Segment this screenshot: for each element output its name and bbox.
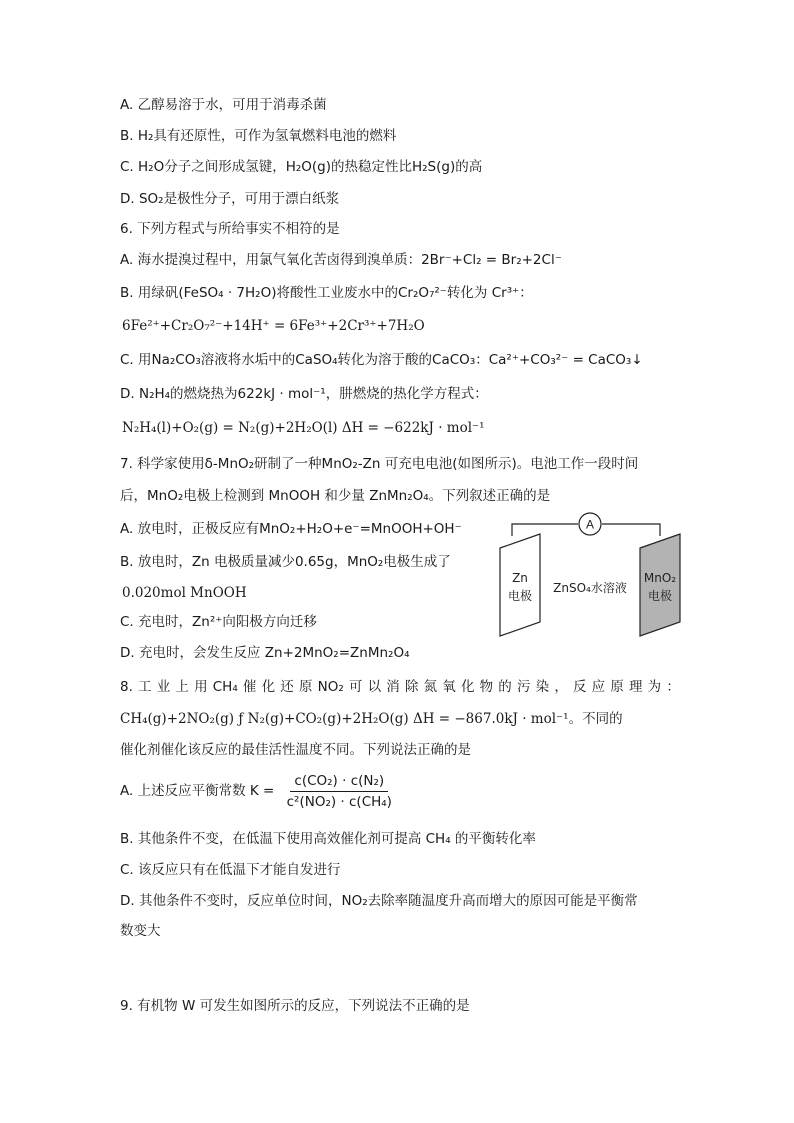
q8-stem-line1	[120, 677, 680, 697]
battery-diagram-svg	[492, 508, 692, 648]
q8-stem-line1-char: 反	[572, 679, 587, 695]
q8-stem-line1-char: ，	[554, 679, 568, 695]
q7-option-b-line2: 0.020mol MnOOH	[122, 585, 247, 601]
q8-stem-line1-char: 上	[175, 679, 189, 695]
q8-stem-line2: CH₄(g)+2NO₂(g) ƒ N₂(g)+CO₂(g)+2H₂O(g) ΔH = −867.0kJ · mol⁻¹。不同的	[120, 711, 623, 727]
q8-option-c: C. 该反应只有在低温下才能自发进行	[120, 862, 341, 878]
q6-option-d: D. N₂H₄的燃烧热为622kJ · mol⁻¹，肼燃烧的热化学方程式：	[120, 386, 488, 402]
q5-option-a: A. 乙醇易溶于水，可用于消毒杀菌	[120, 97, 327, 113]
q8-option-b: B. 其他条件不变，在低温下使用高效催化剂可提高 CH₄ 的平衡转化率	[120, 831, 536, 847]
mno2-electrode-label: MnO₂	[643, 571, 677, 585]
q8-stem-line1-char: CH₄	[212, 679, 238, 695]
q8-option-a	[120, 770, 396, 812]
q8-stem-line1-char: 消	[386, 679, 400, 695]
zn-electrode	[500, 534, 540, 636]
q8-stem-line1-char: 化	[460, 679, 475, 695]
wire-left	[512, 524, 578, 536]
q7-stem-line1: 7. 科学家使用δ-MnO₂研制了一种MnO₂-Zn 可充电电池(如图所示)。电池工作一段时间	[120, 456, 639, 472]
fraction-denominator: c²(NO₂) · c(CH₄)	[286, 793, 392, 810]
q8-stem-line1-char: 氮	[423, 679, 438, 695]
q6-stem: 6. 下列方程式与所给事实不相符的是	[120, 221, 340, 237]
q6-option-d-equation: N₂H₄(l)+O₂(g) = N₂(g)+2H₂O(l) ΔH = −622kJ · mol⁻¹	[122, 420, 485, 436]
q8-stem-line1-char: 原	[298, 679, 313, 695]
q8-stem-line1-char: 还	[280, 679, 294, 695]
q8-stem-line1-char: 除	[404, 679, 419, 695]
q8-option-a-prefix: A. 上述反应平衡常数 K =	[120, 783, 275, 799]
q5-option-c: C. H₂O分子之间形成氢键，H₂O(g)的热稳定性比H₂S(g)的高	[120, 159, 483, 175]
q5-option-b: B. H₂具有还原性，可作为氢氧燃料电池的燃料	[120, 128, 397, 144]
q8-stem-line1-char: 化	[261, 679, 276, 695]
q8-stem-line1-char: 的	[498, 679, 512, 695]
q8-stem-line1-char: 应	[591, 679, 606, 695]
battery-diagram	[492, 508, 692, 648]
q6-option-c: C. 用Na₂CO₃溶液将水垢中的CaSO₄转化为溶于酸的CaCO₃：Ca²⁺+CO₃²⁻ = CaCO₃↓	[120, 352, 643, 368]
electrolyte-label: ZnSO₄水溶液	[553, 581, 627, 595]
q8-stem-line1-char: 用	[194, 679, 208, 695]
q6-option-b-equation: 6Fe²⁺+Cr₂O₇²⁻+14H⁺ = 6Fe³⁺+2Cr³⁺+7H₂O	[122, 318, 425, 334]
q6-option-a: A. 海水提溴过程中，用氯气氧化苦卤得到溴单质：2Br⁻+Cl₂ = Br₂+2Cl⁻	[120, 252, 562, 268]
fraction-numerator: c(CO₂) · c(N₂)	[290, 772, 388, 792]
q5-option-d: D. SO₂是极性分子，可用于漂白纸浆	[120, 191, 340, 207]
q8-stem-line1-char: NO₂	[317, 679, 344, 695]
q8-stem-line1-char: 理	[629, 679, 643, 695]
wire-right	[602, 524, 660, 536]
q8-stem-line1-char: 物	[479, 679, 494, 695]
q8-stem-line1-char: 氧	[442, 679, 456, 695]
q8-stem-line1-char: 污	[516, 679, 531, 695]
q8-stem-line1-char: 为	[647, 679, 662, 695]
zn-electrode-label: Zn	[512, 571, 528, 585]
q9-stem: 9. 有机物 W 可发生如图所示的反应，下列说法不正确的是	[120, 998, 470, 1014]
ammeter-label: A	[585, 517, 595, 532]
q8-option-d-line1: D. 其他条件不变时，反应单位时间，NO₂去除率随温度升高而增大的原因可能是平衡常	[120, 893, 638, 909]
q8-stem-line1-char: 以	[367, 679, 382, 695]
q8-stem-line1-char: 8.	[120, 679, 133, 695]
q7-option-a: A. 放电时，正极反应有MnO₂+H₂O+e⁻=MnOOH+OH⁻	[120, 521, 462, 537]
q8-stem-line1-char: 业	[156, 679, 171, 695]
q8-stem-line3: 催化剂催化该反应的最佳活性温度不同。下列说法正确的是	[120, 742, 471, 758]
q8-stem-line1-char: 染	[535, 679, 550, 695]
equilibrium-constant-fraction	[283, 772, 396, 811]
q8-stem-line1-char: 工	[138, 679, 152, 695]
q7-option-b-line1: B. 放电时，Zn 电极质量减少0.65g，MnO₂电极生成了	[120, 554, 451, 570]
q8-option-d-line2: 数变大	[120, 923, 161, 939]
q7-option-d: D. 充电时，会发生反应 Zn+2MnO₂=ZnMn₂O₄	[120, 645, 410, 661]
q6-option-b: B. 用绿矾(FeSO₄ · 7H₂O)将酸性工业废水中的Cr₂O₇²⁻转化为 Cr³⁺：	[120, 285, 533, 301]
q7-stem-line2: 后，MnO₂电极上检测到 MnOOH 和少量 ZnMn₂O₄。下列叙述正确的是	[120, 488, 551, 504]
q8-stem-line1-char: 催	[242, 679, 257, 695]
q8-stem-line1-char: 原	[610, 679, 624, 695]
q8-stem-line1-char: 可	[348, 679, 363, 695]
zn-electrode-sublabel: 电极	[507, 589, 533, 603]
q8-stem-line1-char: ：	[666, 679, 680, 695]
q7-option-c: C. 充电时，Zn²⁺向阳极方向迁移	[120, 614, 317, 630]
mno2-electrode-sublabel: 电极	[647, 589, 673, 603]
mno2-electrode	[640, 534, 680, 636]
